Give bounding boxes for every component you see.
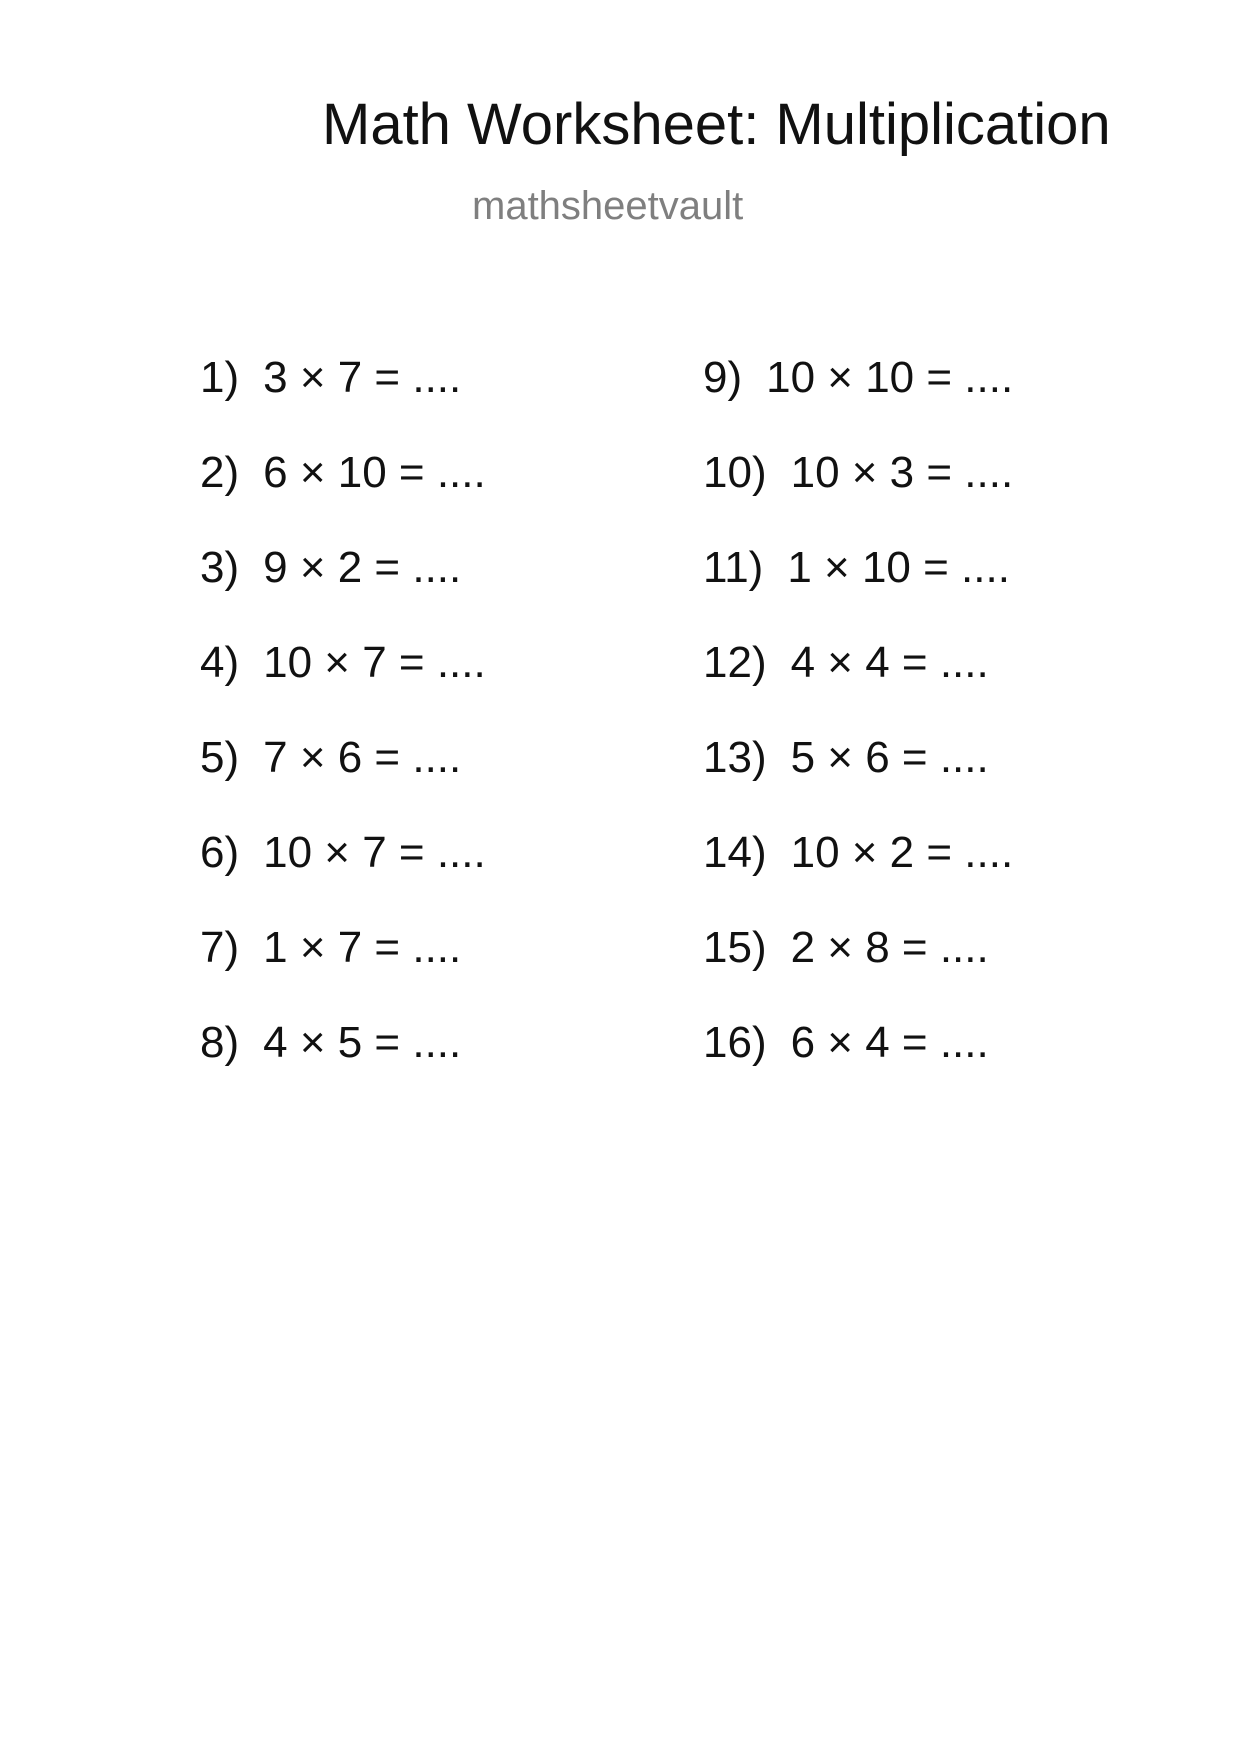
problem-expression: 6 × 4 = .... xyxy=(790,1018,989,1067)
problem-expression: 2 × 8 = .... xyxy=(790,923,989,972)
problem-expression: 7 × 6 = .... xyxy=(263,733,462,782)
problem-item xyxy=(703,730,1013,825)
problem-number: 1) xyxy=(200,353,240,402)
problem-number: 3) xyxy=(200,543,240,592)
problems-column-left xyxy=(200,350,486,1110)
problem-item xyxy=(703,1015,1013,1110)
problem-number: 4) xyxy=(200,638,240,687)
problem-expression: 4 × 5 = .... xyxy=(263,1018,462,1067)
problem-expression: 6 × 10 = .... xyxy=(263,448,486,497)
problem-number: 5) xyxy=(200,733,240,782)
problem-item xyxy=(200,540,486,635)
problem-number: 7) xyxy=(200,923,240,972)
problem-number: 16) xyxy=(703,1018,767,1067)
problem-number: 15) xyxy=(703,923,767,972)
problem-number: 14) xyxy=(703,828,767,877)
problem-item xyxy=(200,920,486,1015)
problem-expression: 1 × 7 = .... xyxy=(263,923,462,972)
problem-number: 8) xyxy=(200,1018,240,1067)
problem-item xyxy=(703,350,1013,445)
problem-item xyxy=(200,1015,486,1110)
problem-item xyxy=(703,920,1013,1015)
problem-item xyxy=(200,445,486,540)
problem-expression: 5 × 6 = .... xyxy=(790,733,989,782)
problem-number: 13) xyxy=(703,733,767,782)
problem-expression: 4 × 4 = .... xyxy=(790,638,989,687)
problem-expression: 10 × 10 = .... xyxy=(766,353,1014,402)
problem-number: 11) xyxy=(703,543,764,592)
problem-item xyxy=(200,350,486,445)
problem-number: 10) xyxy=(703,448,767,497)
problem-item xyxy=(200,730,486,825)
problem-expression: 1 × 10 = .... xyxy=(787,543,1010,592)
problem-item xyxy=(703,825,1013,920)
problem-expression: 10 × 2 = .... xyxy=(790,828,1014,877)
problem-number: 6) xyxy=(200,828,240,877)
problems-column-right xyxy=(703,350,1013,1110)
problem-expression: 10 × 7 = .... xyxy=(263,638,486,687)
problem-expression: 10 × 3 = .... xyxy=(790,448,1014,497)
problem-item xyxy=(703,540,1013,635)
problem-number: 2) xyxy=(200,448,240,497)
page-title: Math Worksheet: Multiplication xyxy=(322,92,1111,157)
problem-item xyxy=(703,635,1013,730)
problem-number: 9) xyxy=(703,353,743,402)
problem-item xyxy=(200,825,486,920)
problem-expression: 9 × 2 = .... xyxy=(263,543,462,592)
problem-item xyxy=(703,445,1013,540)
problem-expression: 3 × 7 = .... xyxy=(263,353,462,402)
page-subtitle: mathsheetvault xyxy=(472,184,744,228)
problem-item xyxy=(200,635,486,730)
problem-number: 12) xyxy=(703,638,767,687)
problem-expression: 10 × 7 = .... xyxy=(263,828,486,877)
